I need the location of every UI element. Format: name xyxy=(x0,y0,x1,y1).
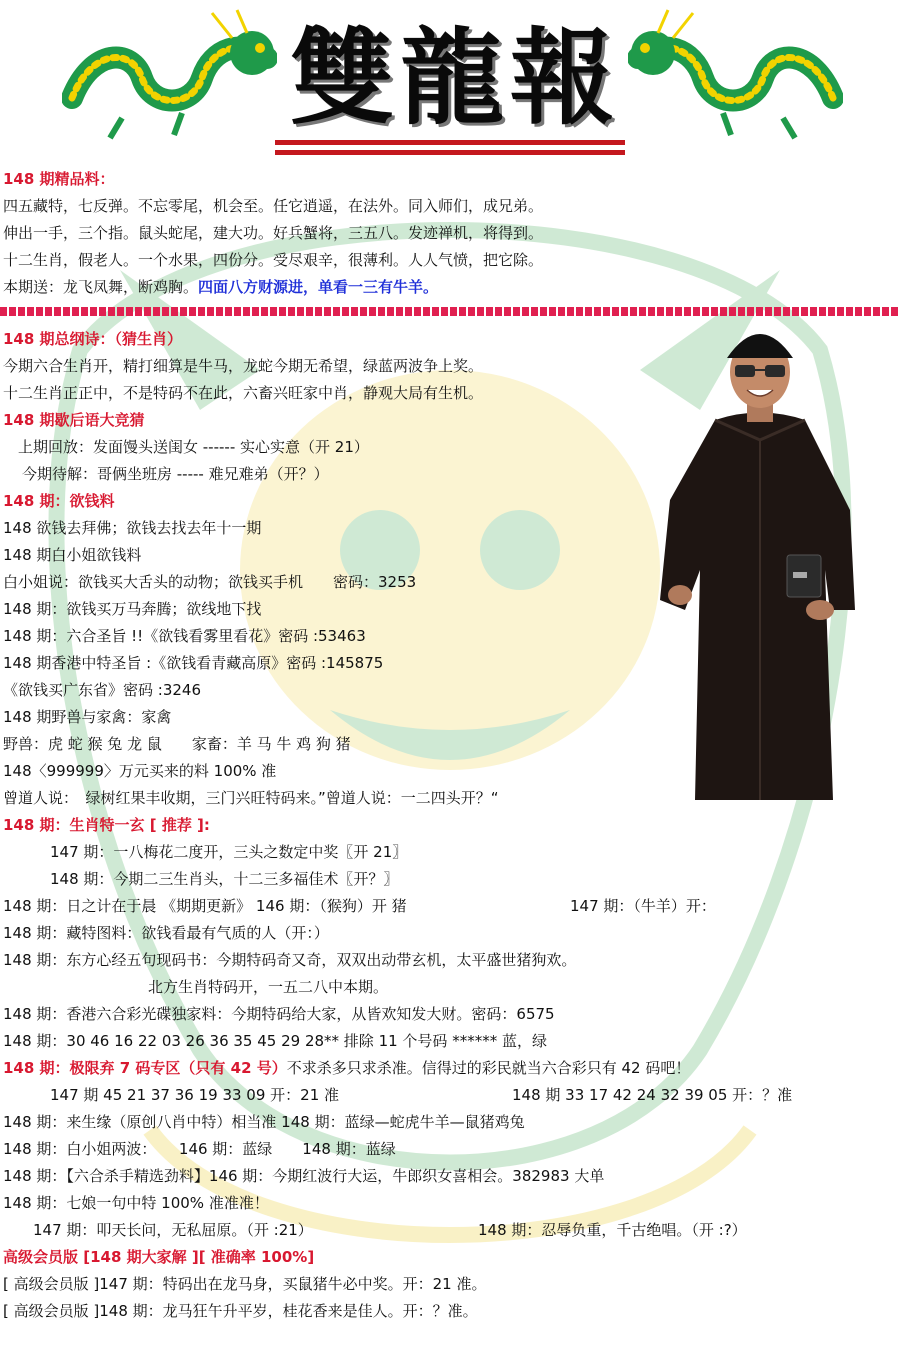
text-line: 148 期：欲钱买万马奔腾；欲线地下找 xyxy=(3,600,262,618)
text-line: 148 期：【六合杀手精选劲料】146 期：今期红波行大运，牛郎织女喜相会。382983 大单 xyxy=(3,1167,605,1185)
text-line: 148 期香港中特圣旨 :《欲钱看青藏高原》密码 :145875 xyxy=(3,654,384,672)
text-line: 148 期：六合圣旨 !!《欲钱看雾里看花》密码 :53463 xyxy=(3,627,366,645)
text-line: 148 期野兽与家禽：家禽 xyxy=(3,708,172,726)
text-line: 野兽：虎 蛇 猴 兔 龙 鼠 家畜：羊 马 牛 鸡 狗 猪 xyxy=(3,735,351,753)
left-dragon-icon xyxy=(62,8,277,143)
right-dragon-icon xyxy=(628,8,843,143)
text-line: 曾道人说： 绿树红果丰收期，三门兴旺特码来。”曾道人说：一二四头开？“ xyxy=(3,789,499,807)
text-line: 今期待解：哥俩坐班房 ----- 难兄难弟（开？） xyxy=(22,465,329,483)
text-line: 白小姐说：欲钱买大舌头的动物；欲钱买手机 密码：3253 xyxy=(3,573,417,591)
text-line: 148 期：今期二三生肖头，十二三多福佳术〖开？〗 xyxy=(50,870,399,888)
text-line: 148 期：白小姐两波： 146 期：蓝绿 148 期：蓝绿 xyxy=(3,1140,396,1158)
text-line: 北方生肖特码开，一五二八中本期。 xyxy=(148,978,389,996)
section-heading: 148 期歇后语大竞猜 xyxy=(3,411,145,429)
text-line: [ 高级会员版 ]147 期：特码出在龙马身，买鼠猪牛必中奖。开：21 准。 xyxy=(3,1275,487,1293)
text-line: 148 期：香港六合彩光碟独家料：今期特码给大家，从皆欢知发大财。密码：6575 xyxy=(3,1005,555,1023)
text-line: 148 欲钱去拜佛；欲钱去找去年十一期 xyxy=(3,519,262,537)
text-line: [ 高级会员版 ]148 期：龙马狂午升平岁，桂花香来是佳人。开：？准。 xyxy=(3,1302,478,1320)
title-underline xyxy=(275,140,625,145)
text-line: 今期六合生肖开，精打细算是牛马，龙蛇今期无希望，绿蓝两波争上奖。 xyxy=(3,357,484,375)
text-span: 不求杀多只求杀准。信得过的彩民就当六合彩只有 42 码吧！ xyxy=(286,1059,691,1077)
text-line xyxy=(3,276,438,300)
section-heading: 148 期：生肖特一玄 [ 推荐 ]: xyxy=(3,816,210,834)
text-line: 《欲钱买广东省》密码 :3246 xyxy=(3,681,201,699)
text-line: 148 期：东方心经五句现码书：今期特码奇又奇，双双出动带玄机，太平盛世猪狗欢。 xyxy=(3,951,577,969)
text-line: 上期回放：发面馒头送闺女 ------ 实心实意（开 21） xyxy=(18,438,369,456)
section-heading: 148 期：欲钱料 xyxy=(3,492,115,510)
masthead xyxy=(0,0,900,165)
text-line: 148 期：藏特图料：欲钱看最有气质的人（开：） xyxy=(3,924,329,942)
text-line: 148 期：来生缘（原创八肖中特）相当准 148 期：蓝绿—蛇虎牛羊—鼠猪鸡兔 xyxy=(3,1113,525,1131)
section-heading: 148 期总纲诗：（猜生肖） xyxy=(3,330,183,348)
highlight-text: 148 期：极限弃 7 码专区（只有 42 号） xyxy=(3,1059,287,1077)
text-line: 148 期：忍辱负重，千古绝唱。（开 :?） xyxy=(478,1221,747,1239)
text-span: 本期送：龙飞凤舞，断鸡胸。 xyxy=(3,278,199,296)
text-line xyxy=(3,1057,690,1081)
title-underline-2 xyxy=(275,150,625,155)
text-line: 147 期：一八梅花二度开，三头之数定中奖〖开 21〗 xyxy=(50,843,408,861)
section-heading: 148 期精品料： xyxy=(3,170,115,188)
text-line: 147 期：叩天长问，无私屈原。（开 :21） xyxy=(33,1221,313,1239)
text-line: 148〈999999〉万元买来的料 100% 准 xyxy=(3,762,277,780)
text-line: 148 期白小姐欲钱料 xyxy=(3,546,142,564)
text-line: 147 期：（牛羊）开： xyxy=(570,897,716,915)
text-line: 148 期：30 46 16 22 03 26 36 35 45 29 28** 排除 11 个号码 ****** 蓝，绿 xyxy=(3,1032,547,1050)
highlight-text: 四面八方财源进，单看一三有牛羊。 xyxy=(198,278,439,296)
text-line: 伸出一手，三个指。鼠头蛇尾，建大功。好兵蟹将，三五八。发迹禅机，将得到。 xyxy=(3,224,544,242)
text-line: 148 期：日之计在于晨 《期期更新》 146 期：（猴狗）开 猪 xyxy=(3,897,407,915)
masthead-title: 雙龍報 xyxy=(289,16,620,139)
section-heading: 高级会员版 [148 期大家解 ][ 准确率 100%] xyxy=(3,1248,315,1266)
man-in-robe-illustration xyxy=(655,310,865,810)
text-line: 十二生肖，假老人。一个水果，四份分。受尽艰辛，很薄利。人人气愤，把它除。 xyxy=(3,251,544,269)
text-line: 147 期 45 21 37 36 19 33 09 开：21 准 xyxy=(50,1086,340,1104)
text-line: 十二生肖正正中，不是特码不在此，六畜兴旺家中肖，静观大局有生机。 xyxy=(3,384,484,402)
text-line: 四五藏特，七反弹。不忘零尾，机会至。任它逍遥，在法外。同入师们，成兄弟。 xyxy=(3,197,544,215)
text-line: 148 期 33 17 42 24 32 39 05 开：？准 xyxy=(512,1086,793,1104)
text-line: 148 期：七娘一句中特 100% 准准准！ xyxy=(3,1194,269,1212)
